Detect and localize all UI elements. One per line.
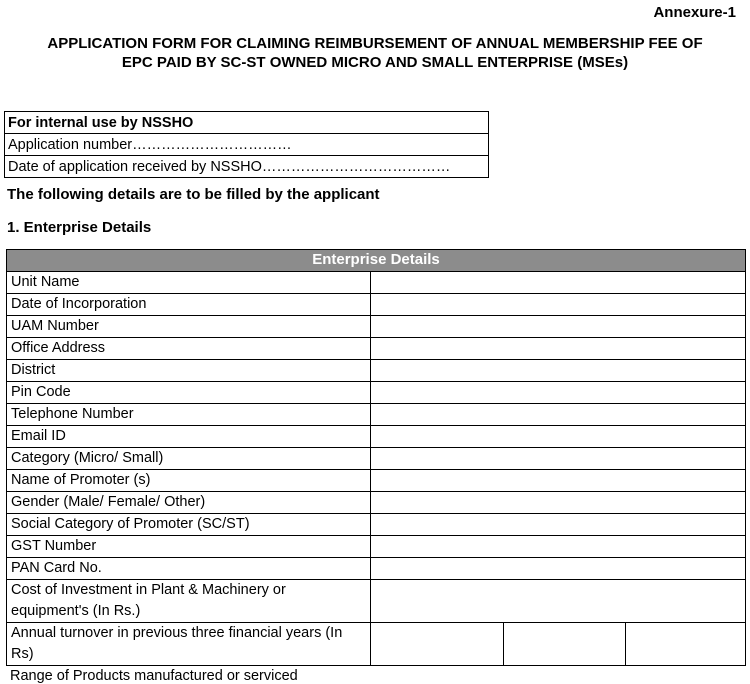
applicant-note: The following details are to be filled by the applicant [7,186,380,203]
row-label-cost-of-investment: Cost of Investment in Plant & Machinery or equipment's (In Rs.) [7,580,371,623]
enterprise-details-table [6,249,746,666]
turnover-year-2-input[interactable] [504,623,626,666]
pin-code-input[interactable] [371,382,746,404]
date-of-incorporation-input[interactable] [371,294,746,316]
email-id-input[interactable] [371,426,746,448]
table-row [7,294,746,316]
row-label-date-of-incorporation: Date of Incorporation [7,294,371,316]
turnover-year-1-input[interactable] [371,623,504,666]
row-label-gst-number: GST Number [7,536,371,558]
row-label-range-of-products: Range of Products manufactured or serviced [10,668,298,684]
unit-name-input[interactable] [371,272,746,294]
table-row [7,514,746,536]
table-row [7,272,746,294]
cost-of-investment-input[interactable] [371,580,746,623]
row-label-unit-name: Unit Name [7,272,371,294]
pan-card-input[interactable] [371,558,746,580]
internal-use-heading: For internal use by NSSHO [5,112,489,134]
table-row [7,623,746,666]
gender-input[interactable] [371,492,746,514]
table-row [7,426,746,448]
office-address-input[interactable] [371,338,746,360]
social-category-input[interactable] [371,514,746,536]
table-row [7,382,746,404]
row-label-telephone-number: Telephone Number [7,404,371,426]
internal-use-table [4,111,489,178]
row-label-uam-number: UAM Number [7,316,371,338]
table-row [7,580,746,623]
row-label-pin-code: Pin Code [7,382,371,404]
table-row [7,360,746,382]
table-row [7,470,746,492]
table-row [7,316,746,338]
turnover-year-3-input[interactable] [626,623,746,666]
row-label-office-address: Office Address [7,338,371,360]
row-label-email-id: Email ID [7,426,371,448]
district-input[interactable] [371,360,746,382]
table-row [7,558,746,580]
row-label-gender: Gender (Male/ Female/ Other) [7,492,371,514]
row-label-district: District [7,360,371,382]
row-label-name-of-promoter: Name of Promoter (s) [7,470,371,492]
page-title [0,34,750,72]
annexure-label: Annexure-1 [653,4,736,21]
name-of-promoter-input[interactable] [371,470,746,492]
section-heading-enterprise: 1. Enterprise Details [7,219,152,236]
table-row [7,492,746,514]
title-line-2: EPC PAID BY SC-ST OWNED MICRO AND SMALL ENTERPRISE (MSEs) [121,54,629,71]
row-label-social-category: Social Category of Promoter (SC/ST) [7,514,371,536]
application-number-field[interactable]: Application number…………………………… [5,134,489,156]
gst-number-input[interactable] [371,536,746,558]
row-label-annual-turnover: Annual turnover in previous three financial years (In Rs) [7,623,371,666]
uam-number-input[interactable] [371,316,746,338]
table-row [7,536,746,558]
row-label-category: Category (Micro/ Small) [7,448,371,470]
date-received-field[interactable]: Date of application received by NSSHO………………………………… [5,156,489,178]
table-row [7,338,746,360]
enterprise-table-header: Enterprise Details [7,250,746,272]
telephone-number-input[interactable] [371,404,746,426]
row-label-pan-card: PAN Card No. [7,558,371,580]
title-line-1: APPLICATION FORM FOR CLAIMING REIMBURSEMENT OF ANNUAL MEMBERSHIP FEE OF [47,35,703,52]
table-row [7,448,746,470]
category-input[interactable] [371,448,746,470]
table-row [7,404,746,426]
